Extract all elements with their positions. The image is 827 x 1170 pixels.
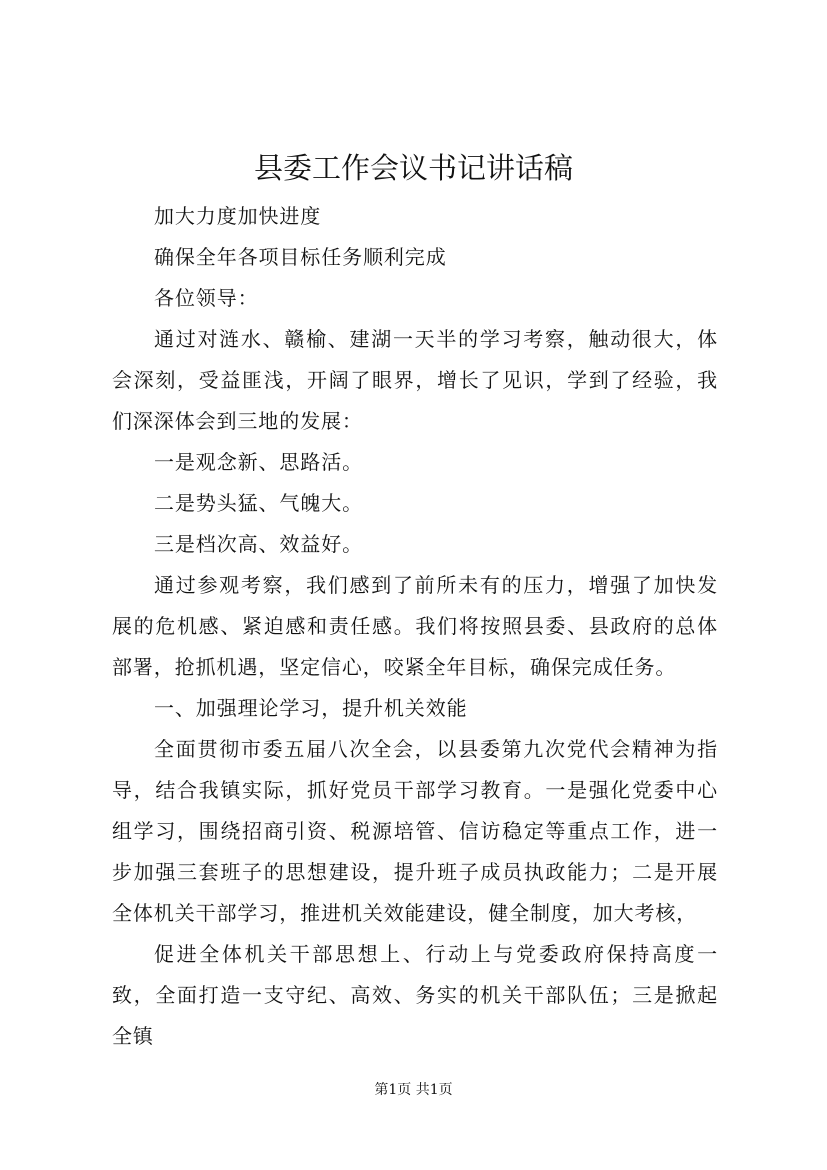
paragraph-8: 通过参观考察，我们感到了前所未有的压力，增强了加快发展的危机感、紧迫感和责任感。我们将按照县委、县政府的总体部署，抢抓机遇，坚定信心，咬紧全年目标，确保完成任务。	[112, 573, 718, 679]
paragraph-3: 各位领导：	[154, 286, 259, 310]
paragraph-4: 通过对涟水、赣榆、建湖一天半的学习考察，触动很大，体会深刻，受益匪浅，开阔了眼界，增长了见识，学到了经验，我们深深体会到三地的发展：	[112, 327, 718, 433]
paragraph-7: 三是档次高、效益好。	[154, 532, 363, 556]
paragraph-5: 一是观念新、思路活。	[154, 450, 363, 474]
section-heading-1: 一、加强理论学习，提升机关效能	[154, 696, 468, 720]
page-number-footer: 第1页 共1页	[374, 1082, 453, 1098]
paragraph-9: 全面贯彻市委五届八次全会，以县委第九次党代会精神为指导，结合我镇实际，抓好党员干部学习教育。一是强化党委中心组学习，围绕招商引资、税源培管、信访稳定等重点工作，进一步加强三套班子的思想建设，提升班子成员执政能力；二是开展全体机关干部学习，推进机关效能建设，健全制度，加大考核，	[112, 737, 718, 925]
paragraph-10: 促进全体机关干部思想上、行动上与党委政府保持高度一致，全面打造一支守纪、高效、务实的机关干部队伍；三是掀起全镇	[112, 942, 718, 1048]
document-body	[112, 196, 718, 1057]
paragraph-2: 确保全年各项目标任务顺利完成	[154, 245, 447, 269]
paragraph-6: 二是势头猛、气魄大。	[154, 491, 363, 515]
document-title: 县委工作会议书记讲话稿	[253, 151, 573, 185]
paragraph-1: 加大力度加快进度	[154, 204, 322, 228]
